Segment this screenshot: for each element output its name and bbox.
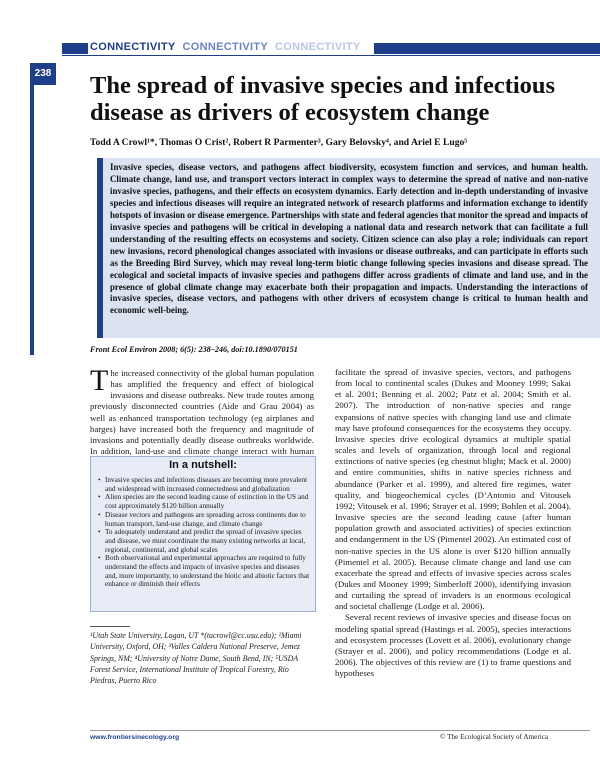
body-intro-text: he increased connectivity of the global human population has amplified the frequency and effect of biological invasions and disease outbreaks. New trade routes among previously disconnected countries (Aide and Grau 2004) as well as enhanced transportation technology (eg airplanes and barges) have increased both the frequency and magnitude of invasions and potentially deadly disease outbreaks worldwide. In addition, land-use and climate change interact with human	[90, 368, 314, 457]
nutshell-list	[98, 476, 312, 589]
title-line-1: The spread of invasive species and infectious	[90, 72, 556, 99]
section-label-2: CONNECTIVITY	[182, 41, 268, 53]
abstract-text: Invasive species, disease vectors, and pathogens affect biodiversity, ecosystem function and services, and human health. Climate change, land use, and transport vectors interact in complex ways to determine the spread of native and non-native invasive species, pathogens, and their effects on ecosystem dynamics. Early detection and in-depth understanding of invasive species and infectious diseases will require an integrated network of research platforms and information exchange to identify hotspots of invasion or disease emergence. Partnerships with state and federal agencies that monitor the spread and impacts of invasive species and pathogens will be critical in developing a national data and research network that can facilitate a full understanding of the resulting effects on ecosystems and society. Citizen science can also play a role; individuals can report new invasions, record phenological changes associated with invasions or disease outbreaks, and can participate in efforts such as the Breeding Bird Survey, which may reveal long-term biotic change following species invasions and disease spread. The ecological and societal impacts of invasive species and pathogens differ across gradients of climate and land use, and in the presence of global climate change may exacerbate both their propagation and impacts. Understanding the interactions of invasive species, disease vectors, and pathogens with other drivers of ecosystem change is critical to human health and economic well-being.	[110, 162, 588, 316]
affiliation-divider	[90, 626, 130, 627]
body-column-1	[90, 364, 314, 468]
body-column-2	[335, 367, 571, 679]
citation-details: 2008; 6(5): 238–246, doi:10.1890/070151	[156, 345, 298, 354]
body-paragraph: facilitate the spread of invasive species, vectors, and pathogens from local to continental scales (Dukes and Mooney 1999; Sakai et al. 2001; Benning et al. 2002; Patz et al. 2004; Smith et al. 2007). The introduction of non-native species and range expansions of native species with changing land use and climate may have profound consequences for the ecosystems they occupy. Invasive species drive ecological dynamics at multiple spatial scales and levels of organization, through local and regional extinctions of native species (eg chestnut blight; Mack et al. 2000) and entire communities, shifts in native species richness and abundance (Parker et al. 1999), and altered fire regimes, water quality, and biogeochemical cycles (D’Antonio and Vitousek 1992; Vitousek et al. 1996; Strayer et al. 1999; Bohlen et al. 2004). Invasive species are the second leading cause (after human population growth and associated activities) of species extinction and endangerment in the US (Pimentel 2002). An estimated cost of non-native species in the US alone is over $120 billion annually (Pimentel et al. 2005). Because climate change and land use can exacerbate the spread and effects of invasive species across scales (Dukes and Mooney 1999; Simberloff 2000), identifying invasion and curtailing the spread of invaders is an enormous ecological and societal challenge (Lodge et al. 2006).	[335, 367, 571, 612]
nutshell-item: • Both observational and experimental approaches are required to fully understand the effects and impacts of invasive species and diseases and, more importantly, to understand the biotic and abiotic factors that enhance or diminish their effects	[98, 554, 312, 588]
citation-journal: Front Ecol Environ	[90, 345, 157, 354]
margin-rule	[30, 85, 34, 355]
section-label-3: CONNECTIVITY	[275, 41, 361, 53]
footer-copyright: © The Ecological Society of America	[440, 733, 549, 741]
header-left-space	[0, 40, 62, 60]
section-header	[88, 41, 374, 54]
nutshell-item: • To adequately understand and predict the spread of invasive species and disease, we must coordinate the many existing networks at local, regional, continental, and global scales	[98, 528, 312, 554]
citation	[90, 345, 298, 354]
nutshell-item: • Invasive species and infectious diseases are becoming more prevalent and widespread with increased connectedness and globalization	[98, 476, 312, 493]
author-list: Todd A Crowl¹*, Thomas O Crist², Robert R Parmenter³, Gary Belovsky⁴, and Ariel E Lugo⁵	[90, 137, 468, 148]
footer-rule	[90, 730, 590, 731]
header-rule-thin	[62, 55, 600, 56]
abstract-accent-bar	[97, 158, 103, 338]
drop-cap: T	[90, 364, 109, 397]
page-number: 238	[30, 63, 56, 85]
nutshell-item: • Disease vectors and pathogens are spreading across continents due to human transport, land-use change, and climate change	[98, 511, 312, 528]
article-title	[90, 72, 580, 126]
body-paragraph: Several recent reviews of invasive species and disease focus on modeling spatial spread (Hastings et al. 2005), species interactions and ecosystem processes (Lovett et al. 2006), evolutionary change (Strayer et al. 2006), and policy recommendations (Lodge et al. 2006). The objectives of this review are (1) to frame questions and hypotheses	[335, 612, 571, 679]
footer-url[interactable]: www.frontiersinecology.org	[90, 734, 180, 741]
affiliations: ¹Utah State University, Logan, UT *(tacrowl@cc.usu.edu); ²Miami University, Oxford, OH; ³Valles Caldera National Preserve, Jemez Springs, NM; ⁴University of Notre Dame, South Bend, IN; ⁵USDA Forest Service, International Institute of Tropical Forestry, Rio Piedras, Puerto Rico	[90, 631, 302, 686]
nutshell-title: In a nutshell:	[169, 459, 237, 471]
nutshell-item: • Alien species are the second leading cause of extinction in the US and cost approximately $120 billion annually	[98, 493, 312, 510]
section-label-1: CONNECTIVITY	[90, 41, 176, 53]
title-line-2: disease as drivers of ecosystem change	[90, 99, 490, 126]
